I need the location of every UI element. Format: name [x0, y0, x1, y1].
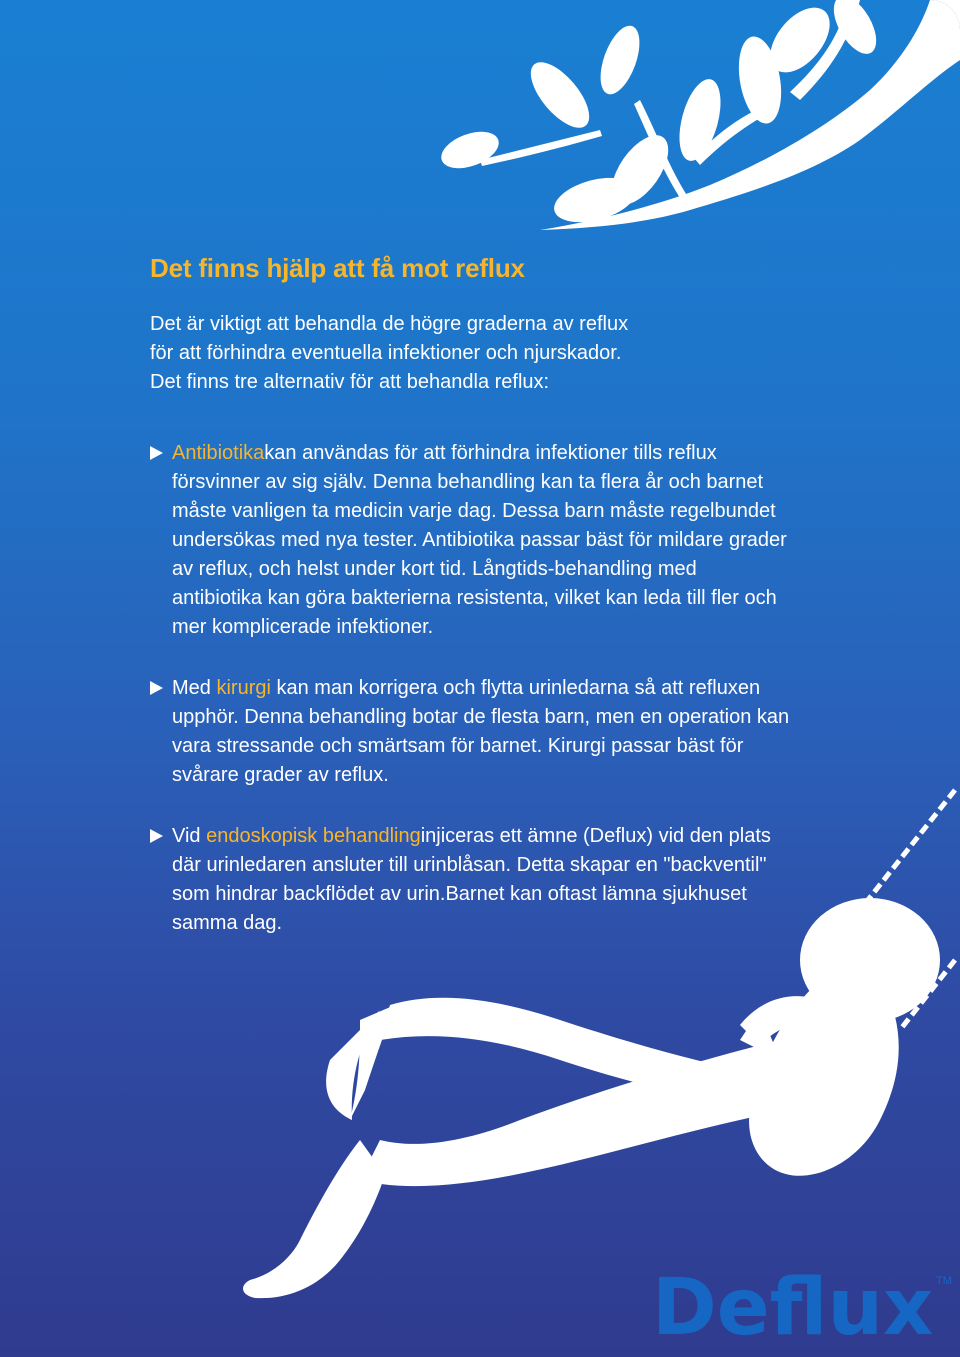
intro-line: Det finns tre alternativ för att behandla reflux:	[150, 371, 550, 393]
item-highlight: kirurgi	[216, 677, 271, 699]
treatment-item-antibiotics	[150, 439, 790, 642]
deflux-logo	[652, 1262, 952, 1347]
main-content	[150, 252, 790, 970]
logo-text: Deflux	[652, 1263, 934, 1347]
intro-paragraph	[150, 310, 790, 397]
trademark-mark: TM	[936, 1275, 952, 1287]
treatment-item-endoscopic	[150, 822, 790, 938]
intro-line: för att förhindra eventuella infektioner och njurskador.	[150, 342, 622, 364]
bullet-triangle-icon	[150, 446, 163, 460]
bullet-triangle-icon	[150, 829, 163, 843]
bullet-triangle-icon	[150, 681, 163, 695]
page-heading: Det finns hjälp att få mot reflux	[150, 253, 525, 283]
item-highlight: endoskopisk behandling	[206, 825, 421, 847]
item-text: kan man korrigera och flytta urinledarna så att refluxen upphör. Denna behandling botar de flesta barn, men en operation kan vara stressande och smärtsam för barnet. Kirurgi passar bäst för svårare grader av reflux.	[172, 677, 790, 786]
intro-line: Det är viktigt att behandla de högre graderna av reflux	[150, 313, 629, 335]
treatment-item-surgery	[150, 674, 790, 790]
item-prefix: Vid	[172, 825, 207, 847]
item-text: kan användas för att förhindra infektioner tills reflux försvinner av sig själv. Denna behandling kan ta flera år och barnet måste vanligen ta medicin varje dag. Dessa barn måste regelbundet undersökas med nya tester. Antibiotika passar bäst för mildare grader av reflux, och helst under kort tid. Långtids-behandling med antibiotika kan göra bakterierna resistenta, vilket kan leda till fler och mer komplicerade infektioner.	[172, 442, 787, 638]
item-highlight: Antibiotika	[172, 442, 265, 464]
item-text: injiceras ett ämne (Deflux) vid den plats där urinledaren ansluter till urinblåsan. Detta skapar en "backventil" som hindrar backflödet av urin.Barnet kan oftast lämna sjukhuset samma dag.	[172, 825, 771, 934]
item-prefix: Med	[172, 677, 217, 699]
